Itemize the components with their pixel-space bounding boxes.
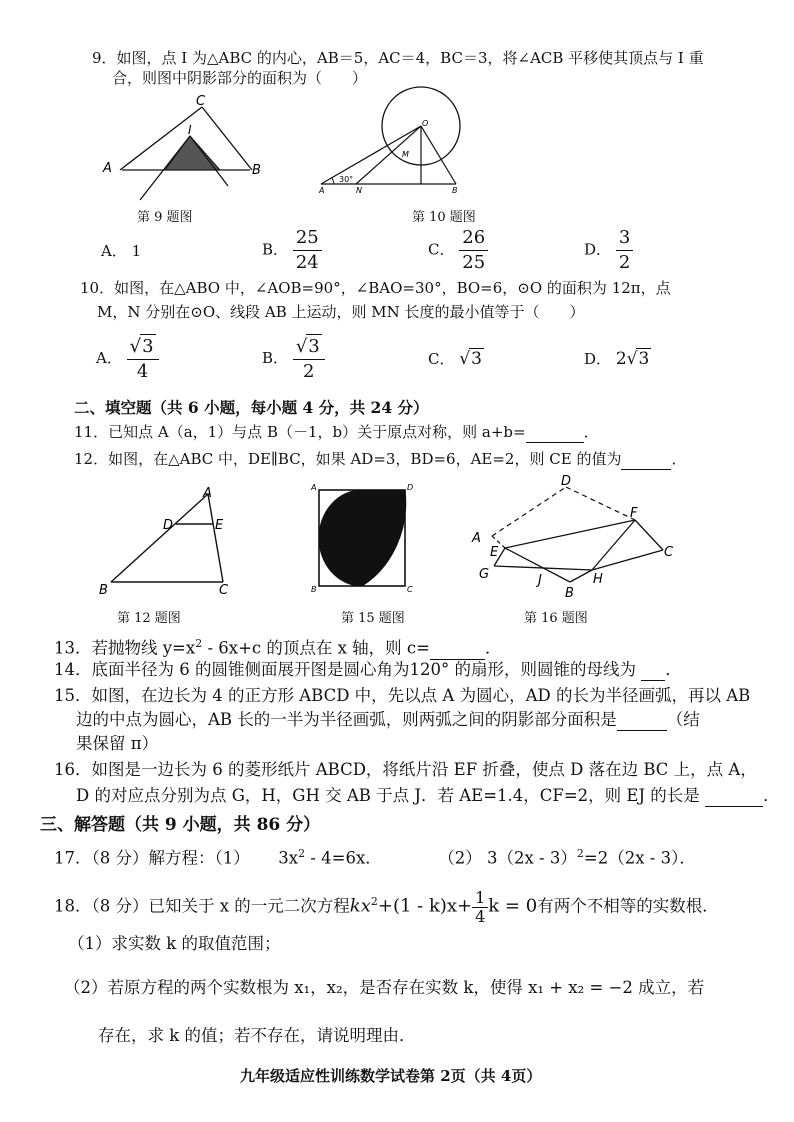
q10-line1: 10．如图，在△ABO 中，∠AOB=90°，∠BAO=30°，BO=6，⊙O 的面积为 12π，点 <box>80 279 671 297</box>
fig16-label-a: A <box>472 531 481 546</box>
fig15-label-d: D <box>407 483 414 492</box>
fig15-caption: 第 15 题图 <box>341 611 405 626</box>
q10-option-c: C． √3 <box>428 349 482 369</box>
q9-option-b <box>262 226 322 275</box>
q13-end: ． <box>485 638 502 658</box>
q13-pre: 13．若抛物线 y=x <box>54 638 196 658</box>
q17-eq1-pre: 3x <box>278 848 299 868</box>
q10-option-b <box>262 334 325 384</box>
fig15-label-a: A <box>311 483 317 492</box>
q13 <box>54 634 502 660</box>
figure-12 <box>95 482 250 600</box>
fig16-label-b: B <box>565 586 574 601</box>
fig9-label-b: B <box>252 163 261 178</box>
figure-15 <box>305 480 417 602</box>
option-label: D． <box>584 240 612 259</box>
footer: 九年级适应性训练数学试卷第 2页（共 4页） <box>240 1067 542 1085</box>
option-label: B． <box>262 240 289 259</box>
q18-eq-a: kx <box>349 895 371 917</box>
option-label: A． <box>101 242 127 260</box>
q17-eq1-post: - 4=6x． <box>305 848 382 868</box>
denominator: 4 <box>136 361 149 382</box>
fig10-caption: 第 10 题图 <box>412 210 476 225</box>
q15-line1: 15．如图，在边长为 4 的正方形 ABCD 中，先以点 A 为圆心，AD 的长为半径画弧，再以 AB <box>54 686 751 705</box>
denominator: 2 <box>303 361 315 382</box>
q15-line3: 果保留 π） <box>76 734 159 753</box>
fig9-label-c: C <box>196 94 206 109</box>
fig16-label-j: J <box>538 573 542 588</box>
coefficient: 2 <box>615 349 627 369</box>
q18-eq-b: +(1 - k)x+ <box>377 895 473 917</box>
numerator: √3 <box>293 334 325 360</box>
option-label: C． <box>428 240 455 259</box>
q18-sub2: （2）若原方程的两个实数根为 x₁，x₂，是否存在实数 k，使得 x₁ + x₂ = −2 成立，若 <box>64 978 705 997</box>
figure-16 <box>470 470 680 602</box>
fraction <box>616 226 633 275</box>
section3-title: 三、解答题（共 9 小题，共 86 分） <box>40 815 321 835</box>
q14 <box>54 660 682 681</box>
q9-option-c <box>428 226 488 275</box>
q12-end: ． <box>671 450 687 468</box>
q9-line2: 合，则图中阴影部分的面积为（ ） <box>112 69 368 87</box>
fig9-label-i: I <box>188 123 192 137</box>
section2-title: 二、填空题（共 6 小题，每小题 4 分，共 24 分） <box>74 398 429 417</box>
q13-sup: 2 <box>195 637 203 650</box>
q16-text: D 的对应点分别为点 G，H，GH 交 AB 于点 J．若 AE=1.4，CF=2，则 EJ 的长是 <box>76 786 700 805</box>
q18-tail: 有两个不相等的实数根． <box>537 896 719 916</box>
fig16-label-g: G <box>479 567 490 582</box>
q11-text: 11．已知点 A（a，1）与点 B（－1，b）关于原点对称，则 a+b= <box>74 423 526 441</box>
radicand: 3 <box>638 349 650 369</box>
fig16-label-f: F <box>630 506 638 521</box>
q13-answer-blank <box>430 639 485 660</box>
denominator: 4 <box>475 906 486 926</box>
q12-answer-blank <box>621 449 671 470</box>
fraction <box>459 226 488 275</box>
q10-line2: M，N 分别在⊙O、线段 AB 上运动，则 MN 长度的最小值等于（ ） <box>97 303 585 321</box>
q16-line1: 16．如图是一边长为 6 的菱形纸片 ABCD，将纸片沿 EF 折叠，使点 D 落在边 BC 上，点 A， <box>54 760 757 779</box>
q18-sub2b: 存在，求 k 的值；若不存在，请说明理由． <box>98 1026 416 1045</box>
q9-line1: 9．如图，点 I 为△ABC 的内心，AB＝5，AC＝4，BC＝3，将∠ACB 平移使其顶点与 I 重 <box>92 49 704 67</box>
q13-post: - 6x+c 的顶点在 x 轴，则 c= <box>202 638 430 658</box>
denominator: 24 <box>295 252 319 273</box>
fig15-label-b: B <box>311 585 317 594</box>
option-label: D． <box>584 350 612 368</box>
q15-text: 边的中点为圆心，AB 长的一半为半径画弧，则两弧之间的阴影部分面积是 <box>76 710 617 729</box>
q15-line2 <box>76 710 700 731</box>
q18-head <box>54 882 719 926</box>
q16-answer-blank <box>705 786 763 807</box>
denominator: 2 <box>618 252 631 273</box>
fig10-label-o: O <box>422 119 429 128</box>
figure-10 <box>316 88 476 200</box>
fig10-label-a: A <box>319 186 325 195</box>
q17-eq2-pre: 3（2x - 3） <box>487 848 577 868</box>
q18-head-text: 18．（8 分）已知关于 x 的一元二次方程 <box>54 896 350 916</box>
fig9-caption: 第 9 题图 <box>137 210 193 225</box>
q17-eq2-sup: 2 <box>576 847 584 860</box>
q17-part2-label: （2） <box>438 848 482 868</box>
q15-line2-end: （结 <box>666 710 700 729</box>
q17-eq1-sup: 2 <box>298 847 306 860</box>
q12-text: 12．如图，在△ABC 中，DE∥BC，如果 AD=3，BD=6，AE=2，则 CE 的值为 <box>74 450 622 468</box>
q9-option-a <box>101 240 141 261</box>
q10-option-d: D． 2√3 <box>584 349 650 369</box>
figure-9 <box>100 92 270 202</box>
numerator: √3 <box>127 334 159 360</box>
q14-text: 14．底面半径为 6 的圆锥侧面展开图是圆心角为120° 的扇形，则圆锥的母线为 <box>54 660 636 679</box>
fig12-label-d: D <box>163 518 174 533</box>
q11-answer-blank <box>526 422 584 443</box>
q11-end: ． <box>583 423 599 441</box>
fig9-label-a: A <box>103 161 112 176</box>
numerator: 3 <box>616 226 633 251</box>
q12 <box>74 449 686 470</box>
q18-fraction <box>472 889 488 926</box>
fig16-caption: 第 16 题图 <box>524 611 588 626</box>
fig12-label-e: E <box>215 518 224 533</box>
q18-eq-sup: 2 <box>370 895 378 908</box>
q9-option-d <box>584 226 633 275</box>
q17-head: 17．（8 分）解方程：（1） <box>54 848 250 868</box>
fig12-label-c: C <box>219 583 229 598</box>
radicand: 3 <box>471 349 482 369</box>
fig16-label-h: H <box>593 572 603 587</box>
q17-eq2-post: =2（2x - 3）． <box>583 848 696 868</box>
q17 <box>54 844 696 869</box>
fraction <box>127 334 159 384</box>
fig12-label-b: B <box>99 583 108 598</box>
fig15-label-c: C <box>407 585 413 594</box>
fig10-angle: 30° <box>339 175 354 184</box>
q15-answer-blank <box>617 710 667 731</box>
option-label: A． <box>96 349 122 367</box>
denominator: 25 <box>462 252 486 273</box>
fig16-label-e: E <box>490 545 499 560</box>
fig12-caption: 第 12 题图 <box>117 611 181 626</box>
radicand: 3 <box>142 336 154 357</box>
q14-answer-blank <box>641 660 665 681</box>
numerator: 25 <box>293 226 322 251</box>
q18-sub1: （1）求实数 k 的取值范围； <box>68 934 281 953</box>
numerator: 26 <box>459 226 488 251</box>
fig16-label-c: C <box>664 545 674 560</box>
numerator: 1 <box>472 889 488 908</box>
fig10-label-m: M <box>402 150 409 159</box>
fraction <box>293 334 325 384</box>
option-label: B． <box>262 349 289 367</box>
q16-end: ． <box>763 786 780 805</box>
fig10-label-n: N <box>356 186 362 195</box>
q10-option-a <box>96 334 159 384</box>
q11 <box>74 422 599 443</box>
fig12-label-a: A <box>203 486 212 501</box>
q16-line2 <box>76 786 780 807</box>
q14-end: ． <box>665 660 682 679</box>
fig16-label-d: D <box>561 474 572 489</box>
option-value: 1 <box>131 242 142 260</box>
radicand: 3 <box>308 336 320 357</box>
fraction <box>293 226 322 275</box>
fig10-label-b: B <box>452 186 458 195</box>
option-label: C． <box>428 350 455 368</box>
q18-eq-c: k = 0 <box>488 895 538 917</box>
